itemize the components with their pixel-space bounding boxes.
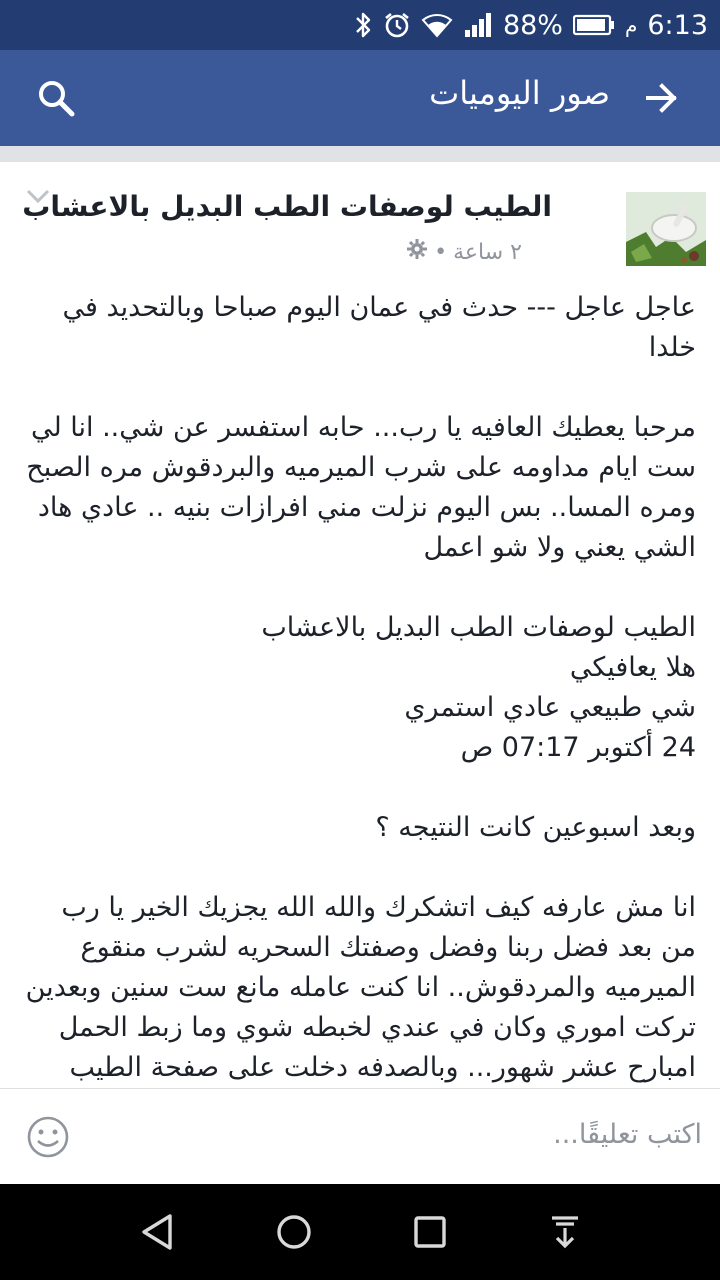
arrow-right-icon[interactable] [640, 76, 684, 120]
text-line: ست ايام مداومه على شرب الميرميه والبردقوش مره الصبح [26, 452, 696, 483]
text-line: امبارح عشر شهور... وبالصدفه دخلت على صفحة الطيب [69, 1052, 696, 1083]
post-paragraph [24, 808, 696, 848]
post-meta [406, 238, 522, 266]
meta-separator: • [434, 239, 448, 265]
post-author[interactable]: الطيب لوصفات الطب البديل بالاعشاب [22, 190, 552, 223]
bluetooth-icon [353, 11, 373, 39]
text-line: هلا يعافيكي [569, 652, 696, 683]
smiley-icon[interactable] [26, 1115, 70, 1159]
text-line: عاجل عاجل --- حدث في عمان اليوم صباحا وبالتحديد في [62, 292, 696, 323]
notifications-pull-icon[interactable] [545, 1212, 585, 1252]
text-line: انا مش عارفه كيف اتشكرك والله الله يجزيك الخير يا رب [61, 892, 696, 923]
post-paragraph [24, 408, 696, 568]
feed-divider [0, 146, 720, 162]
status-ampm: م [624, 13, 638, 37]
back-triangle-icon[interactable] [138, 1212, 178, 1252]
signal-icon [463, 12, 493, 38]
status-bar [0, 0, 720, 50]
recents-square-icon[interactable] [410, 1212, 450, 1252]
text-line: الطيب لوصفات الطب البديل بالاعشاب [261, 612, 696, 643]
battery-icon [573, 14, 615, 36]
search-icon[interactable] [34, 76, 78, 120]
text-line: 24 أكتوبر 07:17 ص [460, 732, 696, 763]
app-bar [0, 50, 720, 146]
post-body [24, 288, 696, 1088]
home-circle-icon[interactable] [274, 1212, 314, 1252]
post-card [0, 162, 720, 1088]
battery-percent: 88% [502, 9, 563, 41]
text-line: الميرميه والمردقوش.. انا كنت عامله مانع ست سنين وبعدين [25, 972, 696, 1003]
gear-icon [406, 238, 428, 266]
text-line: مرحبا يعطيك العافيه يا رب... حابه استفسر عن شي.. انا لي [30, 412, 696, 443]
post-paragraph [24, 888, 696, 1088]
text-line: ومره المسا.. بس اليوم نزلت مني افرازات بنيه .. عادي هاد [37, 492, 696, 523]
page-title: صور اليوميات [429, 74, 610, 112]
comment-input[interactable]: اكتب تعليقًا... [553, 1119, 702, 1150]
post-time[interactable]: ٢ ساعة [453, 239, 522, 265]
avatar[interactable] [626, 192, 706, 266]
text-line: شي طبيعي عادي استمري [404, 692, 696, 723]
comment-bar [0, 1088, 720, 1185]
text-line: وبعد اسبوعين كانت النتيجه ؟ [375, 812, 696, 843]
status-time: 6:13 [647, 9, 708, 41]
system-nav-bar [0, 1184, 720, 1280]
text-line: الشي يعني ولا شو اعمل [423, 532, 696, 563]
post-paragraph [24, 608, 696, 768]
text-line: خلدا [648, 332, 696, 363]
text-line: من بعد فضل ربنا وفضل وصفتك السحريه لشرب منقوع [80, 932, 696, 963]
text-line: تركت اموري وكان في عندي لخبطه شوي وما زبط الحمل [58, 1012, 696, 1043]
alarm-icon [383, 11, 411, 39]
post-paragraph [24, 288, 696, 368]
chevron-down-icon[interactable] [26, 188, 50, 204]
wifi-icon [421, 12, 453, 38]
